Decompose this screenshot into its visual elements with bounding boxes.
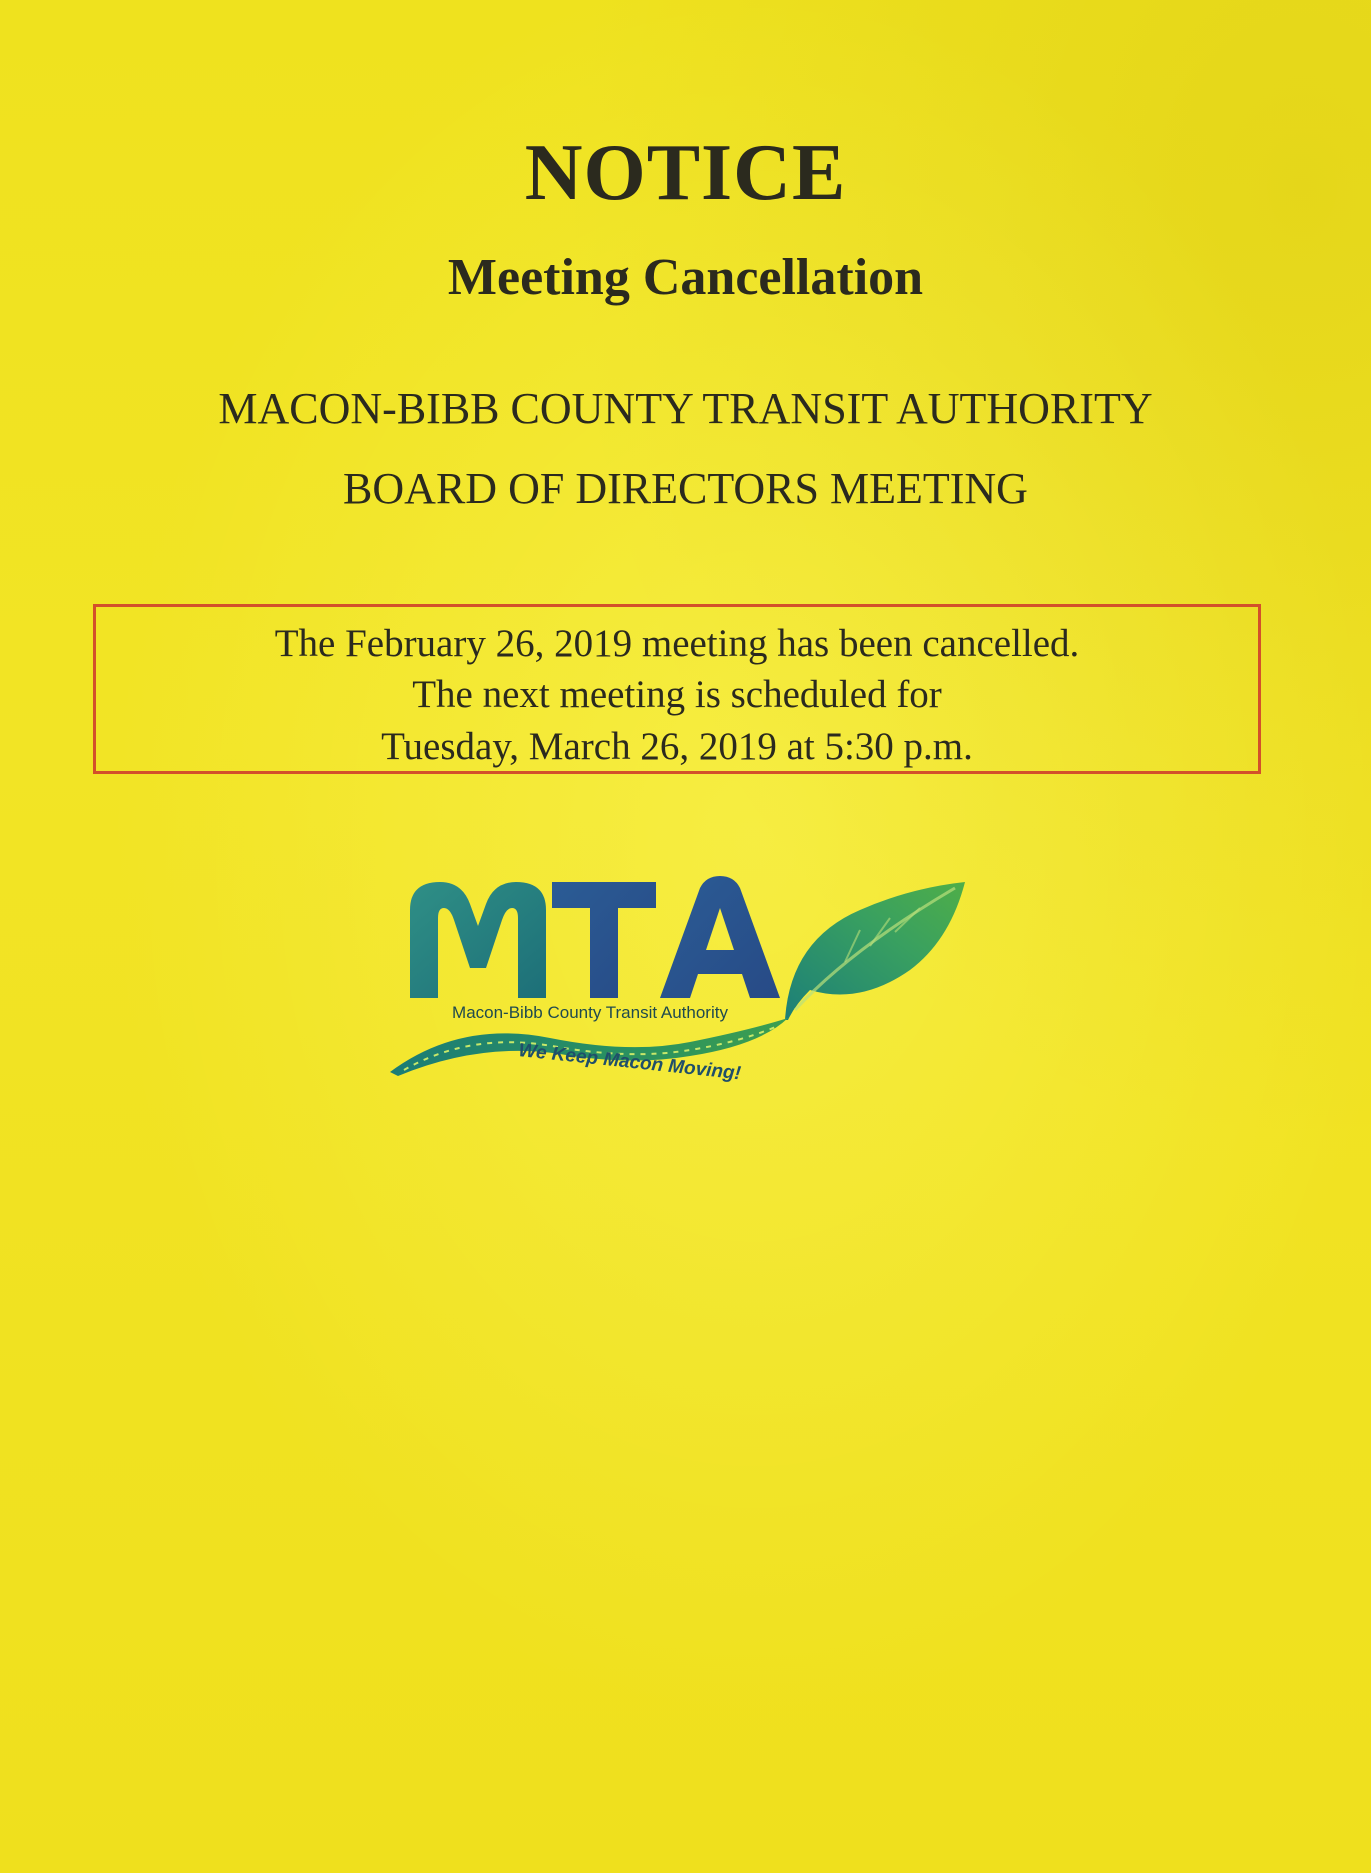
letter-m-shape <box>410 882 546 998</box>
organization-name: MACON-BIBB COUNTY TRANSIT AUTHORITY <box>218 384 1153 433</box>
board-meeting-heading: BOARD OF DIRECTORS MEETING <box>343 464 1028 513</box>
slogan-text: We Keep Macon Moving! <box>517 1040 742 1085</box>
mta-logo <box>390 870 980 1100</box>
announcement-box <box>93 604 1261 774</box>
agency-name-text: Macon-Bibb County Transit Authority <box>452 1003 728 1022</box>
notice-title: NOTICE <box>524 129 847 217</box>
letter-a-shape <box>660 876 780 998</box>
notice-subtitle: Meeting Cancellation <box>447 249 924 306</box>
next-meeting-date: Tuesday, March 26, 2019 at 5:30 p.m. <box>381 725 973 768</box>
letter-t-shape <box>552 882 656 998</box>
next-meeting-line: The next meeting is scheduled for <box>412 673 942 716</box>
leaf-icon <box>785 882 965 1020</box>
cancellation-line: The February 26, 2019 meeting has been cancelled. <box>274 622 1080 665</box>
